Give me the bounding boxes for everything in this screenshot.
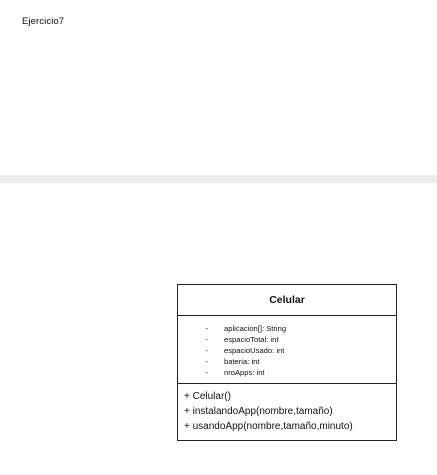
uml-attribute: aplicacion[]: String bbox=[224, 324, 287, 333]
private-marker: - bbox=[205, 324, 208, 333]
uml-attribute-row bbox=[178, 334, 396, 345]
uml-attribute-row bbox=[178, 356, 396, 367]
uml-methods-section bbox=[178, 384, 396, 440]
uml-method: + usandoApp(nombre,tamaño,minuto) bbox=[184, 421, 353, 432]
private-marker: - bbox=[205, 346, 208, 355]
uml-attribute: espacioTotal: int bbox=[224, 335, 279, 344]
uml-attribute-row bbox=[178, 345, 396, 356]
uml-attributes-section bbox=[178, 316, 396, 384]
uml-attribute: espacioUsado: int bbox=[224, 346, 285, 355]
uml-method: + instalandoApp(nombre,tamaño) bbox=[184, 406, 333, 417]
private-marker: - bbox=[205, 357, 208, 366]
page-separator bbox=[0, 175, 437, 183]
page-title: Ejercicio7 bbox=[22, 16, 65, 27]
private-marker: - bbox=[205, 335, 208, 344]
page-1 bbox=[0, 0, 437, 175]
uml-attribute: bateria: int bbox=[224, 357, 260, 366]
uml-method: + Celular() bbox=[184, 391, 231, 402]
uml-class-diagram bbox=[177, 284, 397, 441]
uml-class-name: Celular bbox=[178, 285, 396, 316]
uml-attribute: nroApps: int bbox=[224, 368, 265, 377]
uml-attribute-row bbox=[178, 367, 396, 378]
private-marker: - bbox=[205, 368, 208, 377]
uml-attribute-row bbox=[178, 323, 396, 334]
page-2 bbox=[0, 183, 437, 475]
